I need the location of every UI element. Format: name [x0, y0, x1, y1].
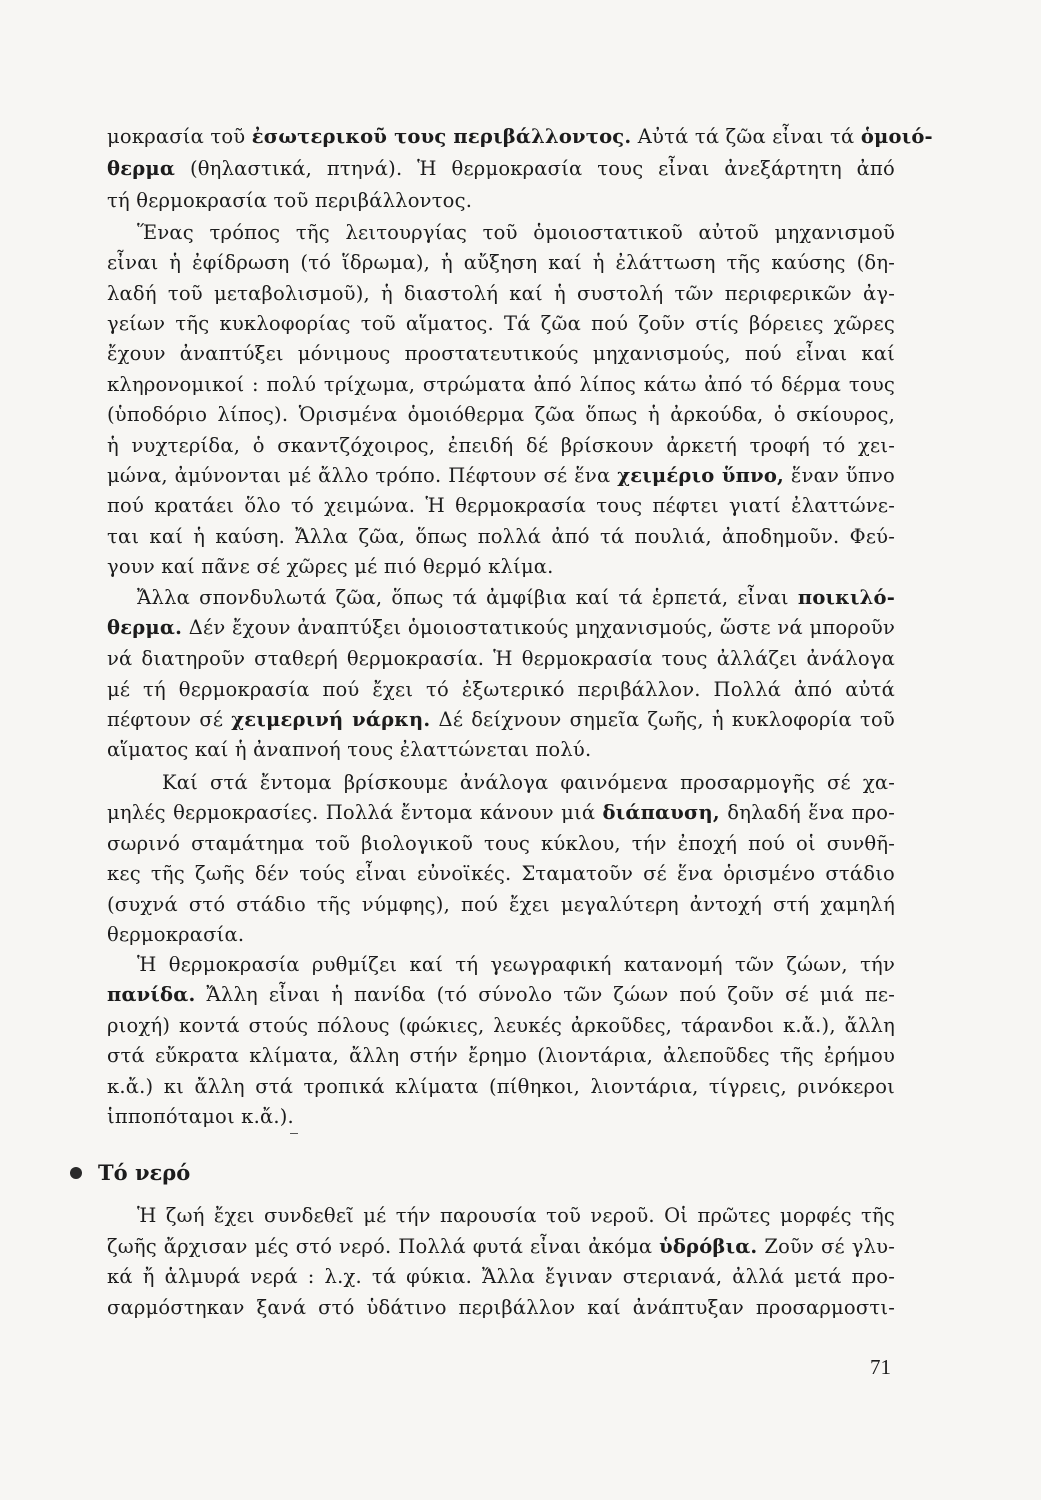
- divider-mark: [290, 1133, 298, 1134]
- text-line: τή θερμοκρασία τοῦ περιβάλλοντος.: [107, 189, 473, 212]
- text-line: πανίδα. Ἄλλη εἶναι ἡ πανίδα (τό σύνολο τῶν ζώων πού ζοῦν σέ μιά πε-: [107, 983, 895, 1006]
- text-line: λαδή τοῦ μεταβολισμοῦ), ἡ διαστολή καί ἡ συστολή τῶν περιφερικῶν ἀγ-: [107, 282, 895, 305]
- text-line: μηλές θερμοκρασίες. Πολλά ἔντομα κάνουν μιά διάπαυση, δηλαδή ἕνα προ-: [107, 801, 895, 824]
- text-line: πού κρατάει ὅλο τό χειμώνα. Ἡ θερμοκρασία τους πέφτει γιατί ἐλαττώνε-: [107, 494, 895, 517]
- text-line: Ἡ ζωή ἔχει συνδεθεῖ μέ τήν παρουσία τοῦ νεροῦ. Οἱ πρῶτες μορφές τῆς: [137, 1204, 895, 1227]
- text-line: (συχνά στό στάδιο τῆς νύμφης), πού ἔχει μεγαλύτερη ἀντοχή στή χαμηλή: [107, 893, 895, 916]
- text-line: ζωῆς ἄρχισαν μές στό νερό. Πολλά φυτά εἶναι ἀκόμα ὑδρόβια. Ζοῦν σέ γλυ-: [107, 1235, 895, 1258]
- section-heading-text: Τό νερό: [98, 1160, 191, 1185]
- text-line: εἶναι ἡ ἐφίδρωση (τό ἵδρωμα), ἡ αὔξηση καί ἡ ἐλάττωση τῆς καύσης (δη-: [107, 251, 895, 274]
- text-line: θερμα. Δέν ἔχουν ἀναπτύξει ὁμοιοστατικούς μηχανισμούς, ὥστε νά μποροῦν: [107, 616, 895, 639]
- text-line: ἡ νυχτερίδα, ὁ σκαντζόχοιρος, ἐπειδή δέ βρίσκουν ἀρκετή τροφή τό χει-: [107, 434, 895, 457]
- text-line: μέ τή θερμοκρασία πού ἔχει τό ἐξωτερικό περιβάλλον. Πολλά ἀπό αὐτά: [107, 678, 895, 701]
- text-line: νά διατηροῦν σταθερή θερμοκρασία. Ἡ θερμοκρασία τους ἀλλάζει ἀνάλογα: [107, 647, 895, 670]
- text-line: σωρινό σταμάτημα τοῦ βιολογικοῦ τους κύκλου, τήν ἐποχή πού οἱ συνθῆ-: [107, 832, 895, 855]
- text-line: αἵματος καί ἡ ἀναπνοή τους ἐλαττώνεται πολύ.: [107, 738, 592, 761]
- text-line: ἔχουν ἀναπτύξει μόνιμους προστατευτικούς μηχανισμούς, πού εἶναι καί: [107, 342, 895, 365]
- text-line: θερμα (θηλαστικά, πτηνά). Ἡ θερμοκρασία τους εἶναι ἀνεξάρτητη ἀπό: [107, 157, 895, 180]
- text-line: γείων τῆς κυκλοφορίας τοῦ αἵματος. Τά ζῶα πού ζοῦν στίς βόρειες χῶρες: [107, 312, 895, 335]
- text-line: Ἡ θερμοκρασία ρυθμίζει καί τή γεωγραφική κατανομή τῶν ζώων, τήν: [137, 953, 895, 976]
- text-line: κες τῆς ζωῆς δέν τούς εἶναι εὐνοϊκές. Σταματοῦν σέ ἕνα ὁρισμένο στάδιο: [107, 862, 895, 885]
- text-line: στά εὔκρατα κλίματα, ἄλλη στήν ἔρημο (λιοντάρια, ἀλεποῦδες τῆς ἐρήμου: [107, 1044, 895, 1067]
- text-line: ἱπποπόταμοι κ.ἄ.).: [107, 1105, 294, 1128]
- text-line: πέφτουν σέ χειμερινή νάρκη. Δέ δείχνουν σημεῖα ζωῆς, ἡ κυκλοφορία τοῦ: [107, 708, 895, 731]
- text-line: Ἄλλα σπονδυλωτά ζῶα, ὅπως τά ἀμφίβια καί τά ἑρπετά, εἶναι ποικιλό-: [137, 586, 895, 609]
- text-line: ριοχή) κοντά στούς πόλους (φώκιες, λευκές ἀρκοῦδες, τάρανδοι κ.ἄ.), ἄλλη: [107, 1014, 895, 1037]
- text-line: κά ἤ ἁλμυρά νερά : λ.χ. τά φύκια. Ἄλλα ἔγιναν στεριανά, ἀλλά μετά προ-: [107, 1265, 895, 1288]
- text-line: Καί στά ἔντομα βρίσκουμε ἀνάλογα φαινόμενα προσαρμογῆς σέ χα-: [162, 771, 895, 794]
- text-line: θερμοκρασία.: [107, 923, 245, 946]
- page-number: 71: [870, 1355, 891, 1379]
- text-line: Ἕνας τρόπος τῆς λειτουργίας τοῦ ὁμοιοστατικοῦ αὐτοῦ μηχανισμοῦ: [137, 221, 895, 244]
- text-line: κ.ἄ.) κι ἄλλη στά τροπικά κλίματα (πίθηκοι, λιοντάρια, τίγρεις, ρινόκεροι: [107, 1075, 895, 1098]
- text-line: γουν καί πᾶνε σέ χῶρες μέ πιό θερμό κλίμα.: [107, 555, 554, 578]
- text-line: (ὑποδόριο λίπος). Ὁρισμένα ὁμοιόθερμα ζῶα ὅπως ἡ ἀρκούδα, ὁ σκίουρος,: [107, 403, 895, 426]
- section-heading: [70, 1160, 190, 1185]
- text-line: ται καί ἡ καύση. Ἄλλα ζῶα, ὅπως πολλά ἀπό τά πουλιά, ἀποδημοῦν. Φεύ-: [107, 525, 895, 548]
- text-line: σαρμόστηκαν ξανά στό ὑδάτινο περιβάλλον καί ἀνάπτυξαν προσαρμοστι-: [107, 1296, 895, 1319]
- bullet-icon: [70, 1167, 82, 1179]
- text-line: κληρονομικοί : πολύ τρίχωμα, στρώματα ἀπό λίπος κάτω ἀπό τό δέρμα τους: [107, 373, 895, 396]
- text-line: μώνα, ἀμύνονται μέ ἄλλο τρόπο. Πέφτουν σέ ἕνα χειμέριο ὕπνο, ἕναν ὕπνο: [107, 464, 896, 487]
- text-line: μοκρασία τοῦ ἐσωτερικοῦ τους περιβάλλοντος. Αὐτά τά ζῶα εἶναι τά ὁμοιό-: [107, 125, 933, 148]
